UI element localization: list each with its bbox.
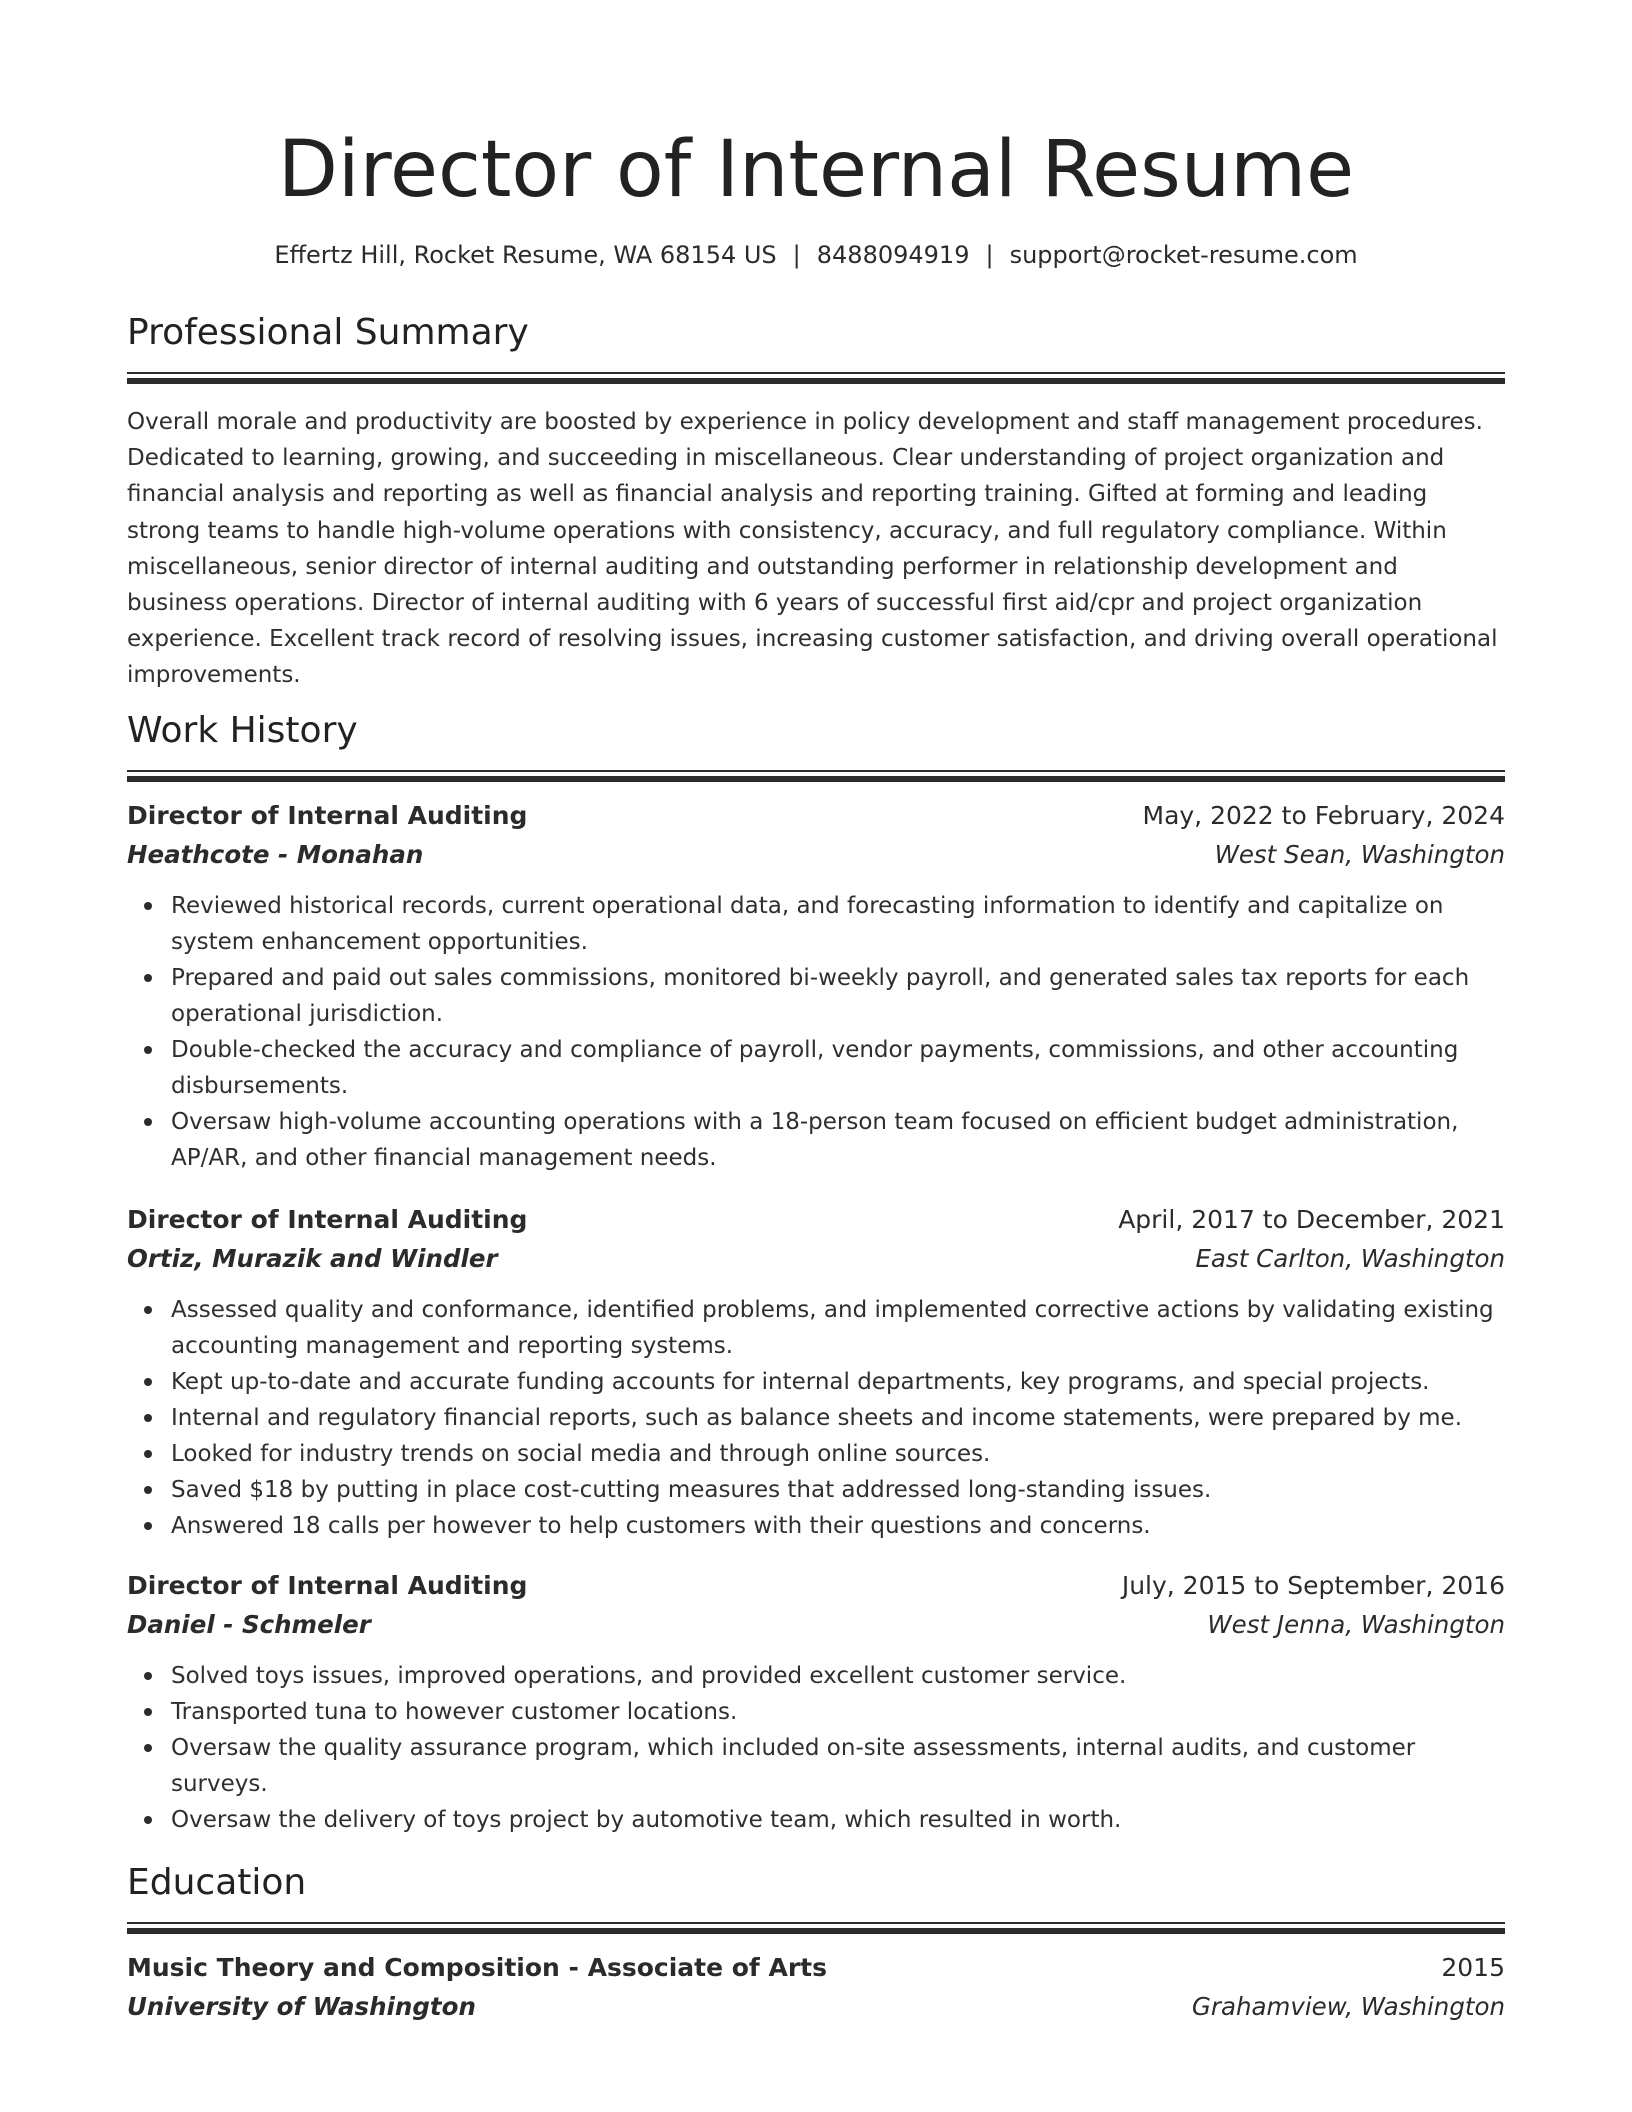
job-company: Heathcote - Monahan [127, 839, 424, 869]
job-header-row [127, 1566, 1505, 1606]
contact-address: Effertz Hill, Rocket Resume, WA 68154 US [274, 241, 777, 269]
job-location: East Carlton, Washington [1195, 1243, 1505, 1273]
education-school-row [127, 1988, 1505, 2026]
job-bullet: Oversaw high-volume accounting operations with a 18-person team focused on efficient budget administration, AP/AR, and other financial management needs. [171, 1104, 1505, 1176]
job-title: Director of Internal Auditing [127, 1570, 528, 1600]
job-title: Director of Internal Auditing [127, 800, 528, 830]
section-divider [127, 1922, 1505, 1934]
education-location: Grahamview, Washington [1191, 1991, 1505, 2021]
work-history-section [127, 706, 1505, 1838]
education-section [127, 1858, 1505, 2026]
job-bullet: Looked for industry trends on social media and through online sources. [171, 1436, 1505, 1472]
job-title: Director of Internal Auditing [127, 1204, 528, 1234]
job-header-row [127, 796, 1505, 836]
job-bullet: Oversaw the delivery of toys project by automotive team, which resulted in worth. [171, 1802, 1505, 1838]
education-school: University of Washington [127, 1991, 476, 2021]
job-location: West Sean, Washington [1214, 839, 1505, 869]
job-bullets [127, 888, 1505, 1176]
education-degree: Music Theory and Composition - Associate of Arts [127, 1952, 828, 1982]
job-company: Daniel - Schmeler [127, 1609, 371, 1639]
job-bullet: Solved toys issues, improved operations, and provided excellent customer service. [171, 1658, 1505, 1694]
job-header-row [127, 1200, 1505, 1240]
job-company-row [127, 1240, 1505, 1278]
section-divider [127, 372, 1505, 384]
job-bullet: Kept up-to-date and accurate funding accounts for internal departments, key programs, and special projects. [171, 1364, 1505, 1400]
contact-line [127, 238, 1505, 272]
summary-section [127, 308, 1505, 694]
job-dates: May, 2022 to February, 2024 [1142, 800, 1505, 830]
contact-separator: | [792, 241, 801, 269]
work-history-heading: Work History [127, 709, 358, 751]
job-bullet: Saved $18 by putting in place cost-cutting measures that addressed long-standing issues. [171, 1472, 1505, 1508]
education-header-row [127, 1948, 1505, 1988]
job-company-row [127, 1606, 1505, 1644]
job-entry [127, 1200, 1505, 1544]
education-heading: Education [127, 1861, 307, 1903]
job-bullet: Double-checked the accuracy and compliance of payroll, vendor payments, commissions, and other accounting disbursements. [171, 1032, 1505, 1104]
job-dates: April, 2017 to December, 2021 [1118, 1204, 1505, 1234]
resume-title: Director of Internal Resume [277, 125, 1355, 215]
job-bullet: Assessed quality and conformance, identified problems, and implemented corrective actions by validating existing accounting management and reporting systems. [171, 1292, 1505, 1364]
job-company: Ortiz, Murazik and Windler [127, 1243, 498, 1273]
job-bullet: Prepared and paid out sales commissions, monitored bi-weekly payroll, and generated sales tax reports for each operational jurisdiction. [171, 960, 1505, 1032]
job-bullets [127, 1292, 1505, 1544]
job-bullets [127, 1658, 1505, 1838]
job-bullet: Internal and regulatory financial reports, such as balance sheets and income statements, were prepared by me. [171, 1400, 1505, 1436]
job-bullet: Transported tuna to however customer locations. [171, 1694, 1505, 1730]
summary-heading: Professional Summary [127, 312, 529, 353]
contact-email: support@rocket-resume.com [1009, 241, 1358, 269]
job-company-row [127, 836, 1505, 874]
education-year: 2015 [1441, 1952, 1505, 1982]
education-entry [127, 1948, 1505, 2026]
contact-separator: | [985, 241, 994, 269]
job-location: West Jenna, Washington [1207, 1609, 1505, 1639]
job-bullet: Reviewed historical records, current operational data, and forecasting information to identify and capitalize on system enhancement opportunities. [171, 888, 1505, 960]
job-entry [127, 1566, 1505, 1838]
job-bullet: Oversaw the quality assurance program, which included on-site assessments, internal audits, and customer surveys. [171, 1730, 1505, 1802]
job-entry [127, 796, 1505, 1176]
contact-phone: 8488094919 [816, 241, 970, 269]
job-dates: July, 2015 to September, 2016 [1121, 1570, 1505, 1600]
job-bullet: Answered 18 calls per however to help customers with their questions and concerns. [171, 1508, 1505, 1544]
section-divider [127, 770, 1505, 782]
summary-text: Overall morale and productivity are boosted by experience in policy development and staff management procedures. Dedicated to learning, growing, and succeeding in miscellaneous. Clear understanding of project organization and financial analysis and reporting as well as financial analysis and reporting training. Gifted at forming and leading strong teams to handle high-volume operations with consistency, accuracy, and full regulatory compliance. Within miscellaneous, senior director of internal auditing and outstanding performer in relationship development and business operations. Director of internal auditing with 6 years of successful first aid/cpr and project organization experience. Excellent track record of resolving issues, increasing customer satisfaction, and driving overall operational improvements. [127, 409, 1498, 689]
